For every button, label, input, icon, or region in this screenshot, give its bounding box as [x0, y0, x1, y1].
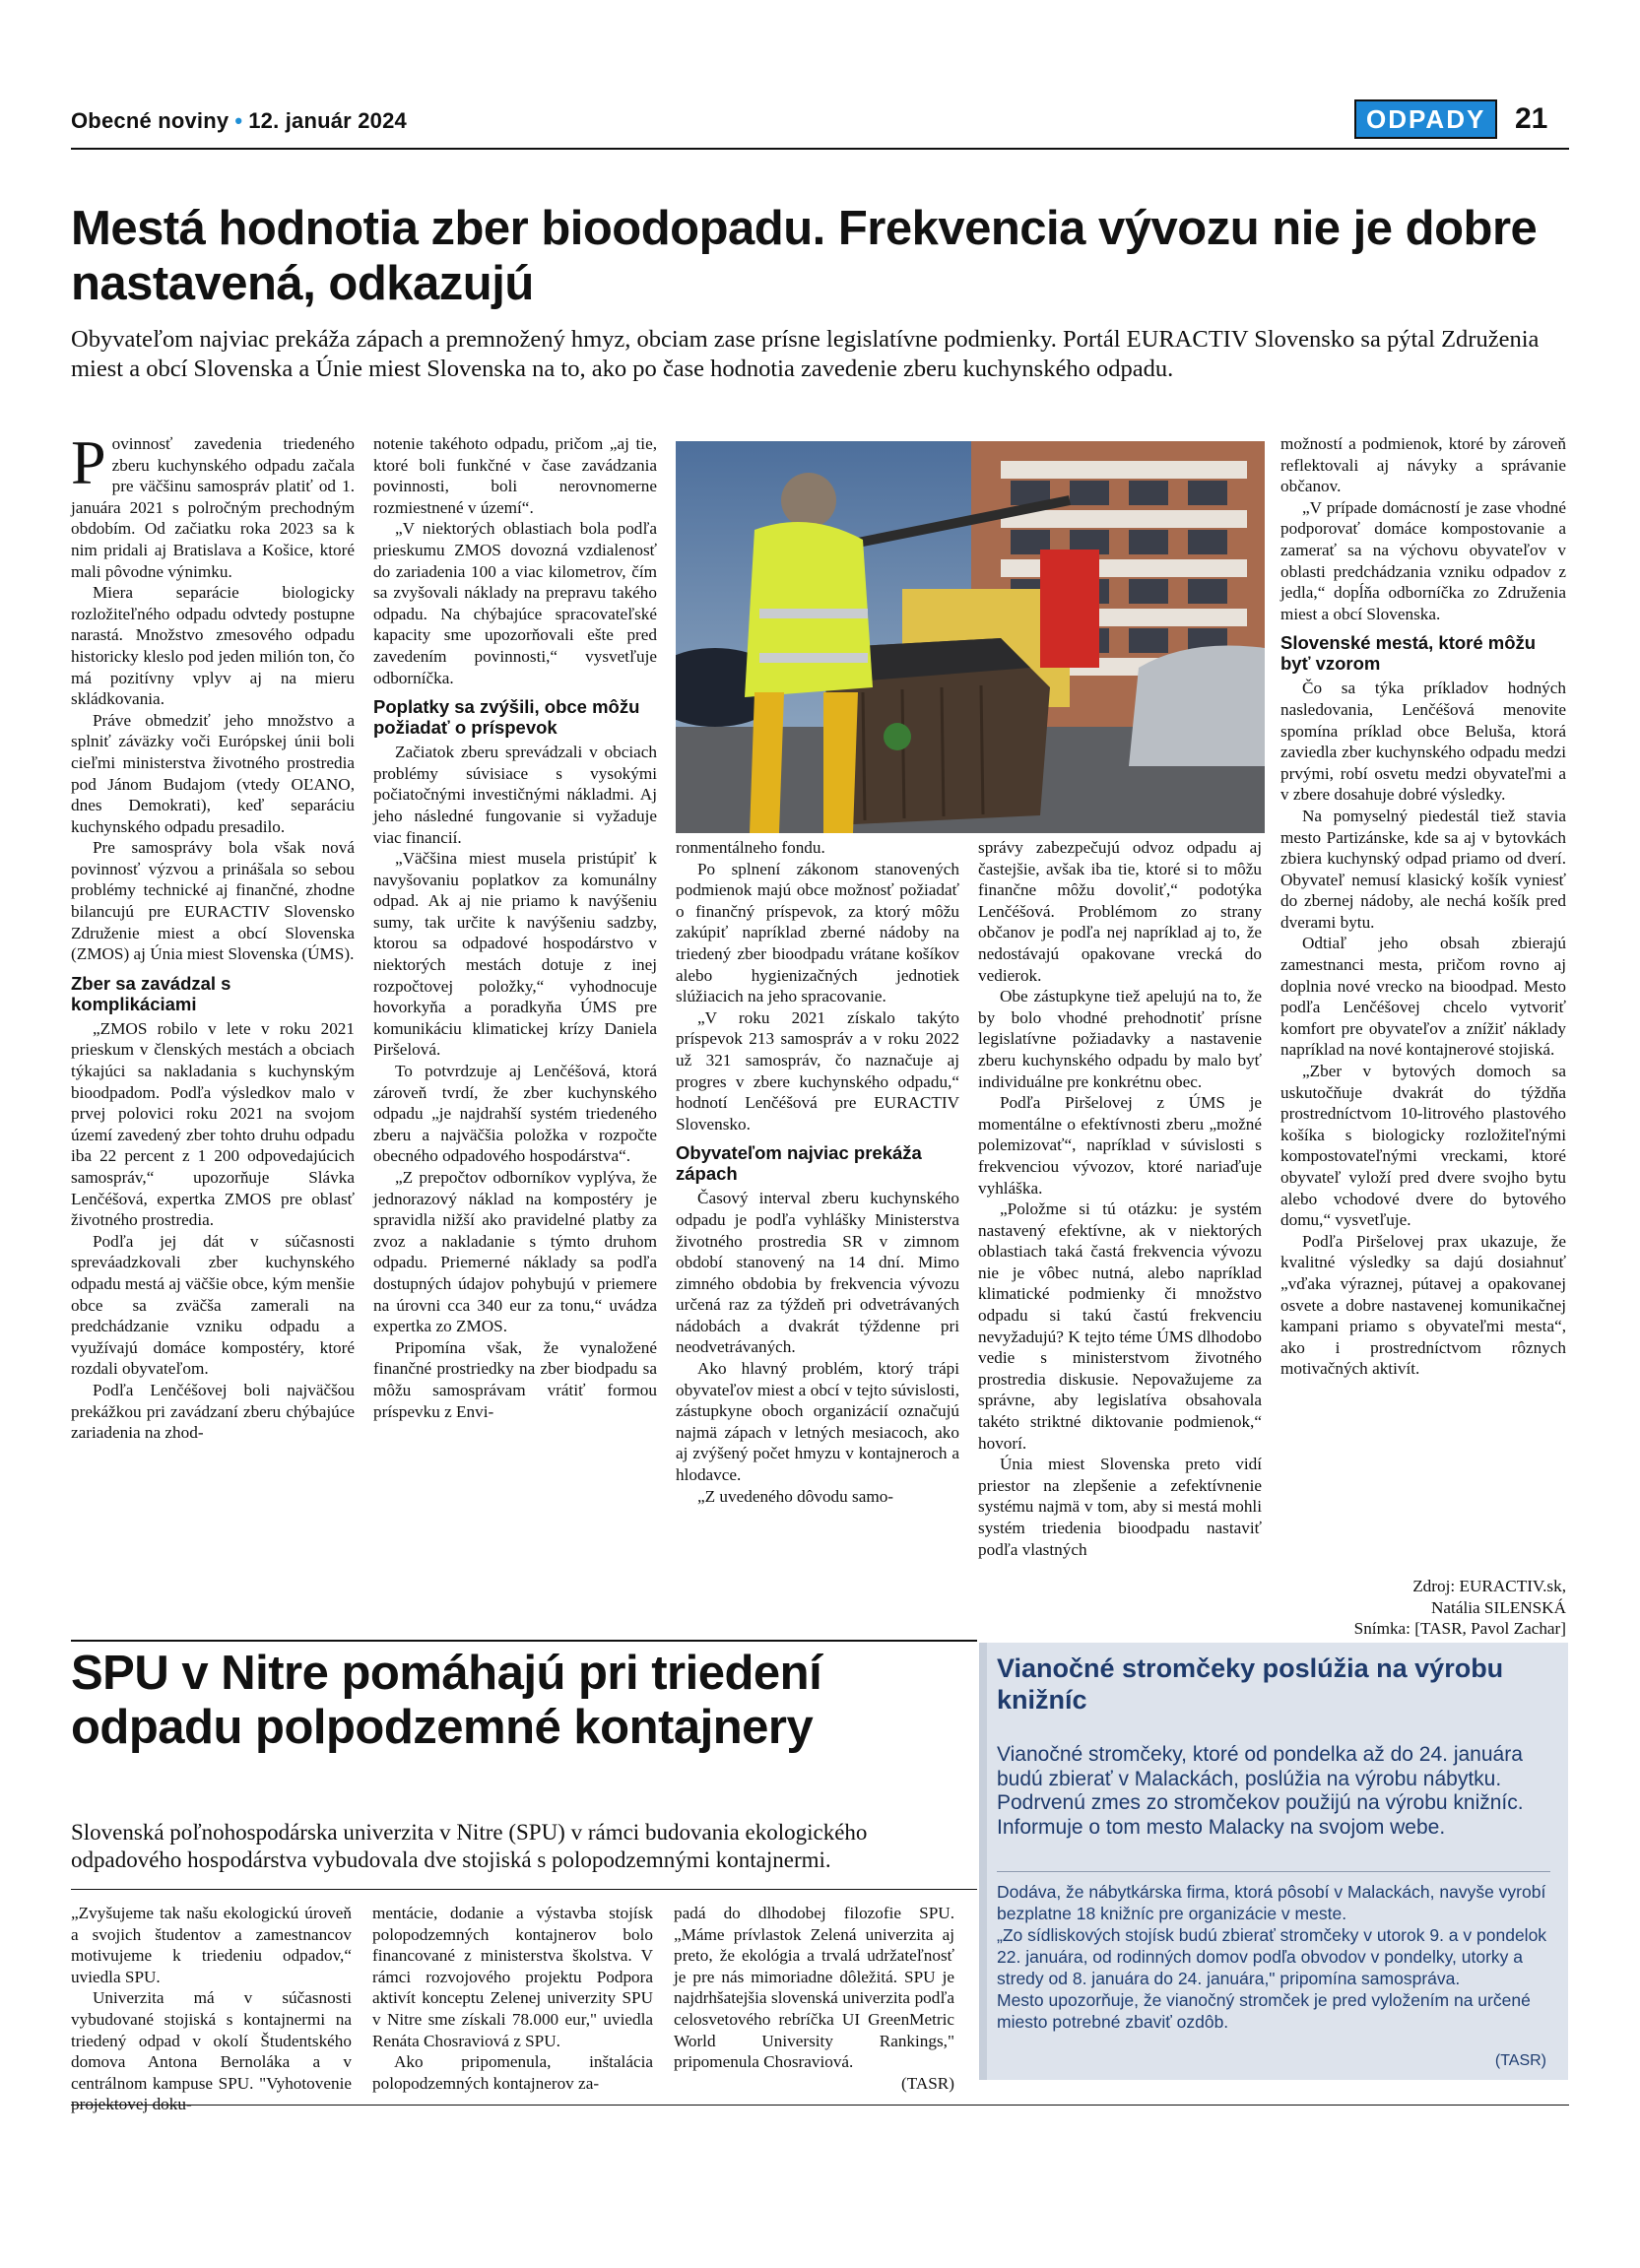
- article-column-1: [71, 427, 355, 1444]
- publication-name: Obecné noviny: [71, 108, 230, 133]
- paragraph: „Väčšina miest musela pristúpiť k navyšovaniu poplatkov za komunálny odpad. Ak aj nie priamo k navýšeniu sumy, tak určite k navýšeniu sadzby, ktorou sa odpadové hospodárstvo v niektorých mestách dotuje z inej rozpočtovej položky,“ vyhodnocuje hovorkyňa a poradkyňa ÚMS pre komunikáciu klimatickej krízy Daniela Piršelová.: [373, 849, 657, 1060]
- spu-source: (TASR): [900, 2073, 954, 2093]
- paragraph: Ako pripomenula, inštalácia polopodzemných kontajnerov za-: [372, 2052, 653, 2093]
- photo-illustration: [676, 441, 1265, 833]
- paragraph: „V prípade domácností je zase vhodné podporovať domáce kompostovanie a zamerať sa na výchovu obyvateľov v oblasti predchádzania vzniku odpadov z jedla,“ dopĺňa odborníčka zo Združenia miest a obcí Slovenska.: [1280, 497, 1566, 623]
- subheading: Slovenské mestá, ktoré môžu byť vzorom: [1280, 632, 1537, 675]
- paragraph: Podľa Lenčéšovej boli najväčšou prekážkou pri zavádzaní zberu chýbajúce zariadenia na zhod-: [71, 1380, 355, 1443]
- paragraph: „Položme si tú otázku: je systém nastavený efektívne, ak v niektorých oblastiach taká častá frekvencia vývozu nie je vôbec nutná, alebo napríklad klimatické podmienky či množstvo odpadu si takú častú frekvenciu nevyžadujú? K tejto téme ÚMS dlhodobo vedie s ministerstvom životného prostredia diskusie. Nepovažujeme za správne, aby legislatíva obsahovala takéto striktné diktovanie podmienok,“ hovorí.: [978, 1199, 1262, 1453]
- spu-headline: SPU v Nitre pomáhajú pri triedení odpadu polpodzemné kontajnery: [71, 1647, 822, 1754]
- credit-author: Natália SILENSKÁ: [1431, 1597, 1566, 1617]
- sidebar-source: (TASR): [1494, 2052, 1546, 2069]
- paragraph: Časový interval zberu kuchynského odpadu je podľa vyhlášky Ministerstva životného prostredia SR v zimnom období stanovený na 14 dní. Mimo zimného obdobia by frekvencia vývozu určená raz za týždeň pri odvetrávaných nádobách a dvakrát týždenne pri neodvetrávaných.: [676, 1189, 959, 1357]
- article-column-4: [978, 837, 1262, 1560]
- credit-photo: Snímka: [TASR, Pavol Zachar]: [1353, 1619, 1566, 1639]
- paragraph: „ZMOS robilo v lete v roku 2021 prieskum v členských mestách a obciach týkajúci sa nakladania s kuchynským bioodpadom. Podľa výsledkov malo v prvej polovici roku 2021 na svojom území zavedený zber tohto druhu odpadu iba 22 percent z 1 200 odpovedajúcich samospráv,“ upozorňuje Slávka Lenčéšová, expertka ZMOS pre oblasť životného prostredia.: [71, 1018, 355, 1230]
- paragraph: padá do dlhodobej filozofie SPU. „Máme prívlastok Zelená univerzita aj preto, že ekológia a trvalá udržateľnosť je pre nás mimoriadne dôležitá. SPU je najdrhšatejšia slovenská univerzita podľa celosvetového rebríčka UI GreenMetric World University Rankings," pripomenula Chosraviová.: [674, 1904, 954, 2072]
- paragraph: Povinnosť zavedenia triedeného zberu kuchynského odpadu začala pre väčšinu samospráv platiť od 1. januára 2021 s polročným prechodným obdobím. Od začiatku roka 2023 sa k nim pridali aj Bratislava a Košice, ktoré mali pôvodne výnimku.: [71, 427, 355, 581]
- subheading: Zber sa zavádzal s komplikáciami: [71, 972, 231, 1014]
- page-number: 21: [1515, 102, 1548, 135]
- article-headline: Mestá hodnotia zber bioodopadu. Frekvencia vývozu nie je dobre nastavená, odkazujú: [71, 202, 1538, 310]
- paragraph: Podľa Piršelovej z ÚMS je momentálne o efektívnosti zberu „možné polemizovať“, napríklad v súvislosti s frekvenciou vývozov, ktoré nariaďuje vyhláška.: [978, 1093, 1262, 1198]
- sidebar-divider: [997, 1871, 1550, 1872]
- footer-rule: [71, 2105, 1569, 2106]
- paragraph: Čo sa týka príkladov hodných nasledovania, Lenčéšová menovite spomína príklad obce Beluša, ktorá zaviedla zber kuchynského odpadu medzi prvými, robí osvetu medzi obyvateľmi a v zbere dosahuje dobré výsledky.: [1280, 679, 1566, 805]
- spu-column-3: [674, 1903, 954, 2094]
- article-lead: Obyvateľom najviac prekáža zápach a premnožený hmyz, obciam zase prísne legislatívne podmienky. Portál EURACTIV Slovensko sa pýtal Združenia miest a obcí Slovenska a Únie miest Slovenska na to, ako po čase hodnotia zavedenie zberu kuchynského odpadu.: [71, 326, 1540, 382]
- paragraph: Dodáva, že nábytkárska firma, ktorá pôsobí v Malackách, navyše vyrobí bezplatne 18 knižníc pre organizácie v meste.: [997, 1882, 1546, 1923]
- section-divider: [71, 1640, 977, 1642]
- subheading: Obyvateľom najviac prekáža zápach: [676, 1142, 922, 1185]
- separator-dot: •: [234, 108, 243, 133]
- subheading: Poplatky sa zvýšili, obce môžu požiadať o príspevok: [373, 696, 640, 739]
- paragraph: mentácie, dodanie a výstavba stojísk polopodzemných kontajnerov bolo financované z ministerstva školstva. V rámci rozvojového projektu Podpora aktivít konceptu Zelenej univerzity SPU v Nitre sme získali 78.000 eur," uviedla Renáta Chosraviová z SPU.: [372, 1904, 653, 2050]
- paragraph: „Zber v bytových domoch sa uskutočňuje dvakrát do týždňa prostredníctvom 10-litrového plastového košíka s biologicky rozložiteľnými kompostovateľnými vreckami, ktoré obyvateľ vyloží pred dvere svojho bytu alebo vchodové dvere do bytového domu,“ vysvetľuje.: [1280, 1062, 1566, 1230]
- paragraph: Podľa jej dát v súčasnosti spreváadzkovali zber kuchynského odpadu mestá aj väčšie obce, kým menšie obce sa zväčša zamerali na predchádzanie vzniku odpadu a využívajú domáce kompostéry, ktoré rozdali obyvateľom.: [71, 1231, 355, 1379]
- paragraph: „Zo sídliskových stojísk budú zbierať stromčeky v utorok 9. a v pondelok 22. januára, od rodinných domov podľa obvodov v pondelky, utorky a stredy od 8. januára do 24. januára," pripomína samospráva.: [997, 1925, 1547, 1988]
- spu-lead: Slovenská poľnohospodárska univerzita v Nitre (SPU) v rámci budovania ekologického odpadového hospodárstva vybudovala dve stojiská s polopodzemnými kontajnermi.: [71, 1820, 868, 1872]
- paragraph: Ako hlavný problém, ktorý trápi obyvateľov miest a obcí v tejto súvislosti, zástupkyne oboch organizácií označujú najmä zápach v letných mesiacoch, ako aj zvýšený počet hmyzu v kontajneroch a hlodavce.: [676, 1359, 959, 1485]
- sidebar-title: Vianočné stromčeky poslúžia na výrobu knižníc: [997, 1653, 1504, 1715]
- paragraph: Univerzita má v súčasnosti vybudované stojiská s kontajnermi na triedený odpad v okolí Študentského domova Antona Bernoláka a v centrálnom kampuse SPU. "Vyhotovenie projektovej doku-: [71, 1988, 352, 2114]
- article-column-3: [676, 837, 959, 1507]
- paragraph: „V roku 2021 získalo takýto príspevok 213 samospráv a v roku 2022 už 321 samospráv, čo naznačuje aj progres v zbere kuchynského odpadu,“ hodnotí Lenčéšová pre EURACTIV Slovensko.: [676, 1007, 959, 1134]
- paragraph: Pre samosprávy bola však nová povinnosť výzvou a prinášala so sebou problémy technické aj finančné, zhodne bilancujú pre EURACTIV Slovensko Združenie miest a obcí Slovenska (ZMOS) aj Únia miest Slovenska (ÚMS).: [71, 838, 355, 964]
- paragraph: Odtiaľ jeho obsah zbierajú zamestnanci mesta, pričom rovno aj doplnia nové vrecko na bioodpad. Mesto podľa Lenčéšovej chcelo vytvoriť komfort pre obyvateľov a znížiť náklady napríklad na nové kontajnerové stojiská.: [1280, 934, 1566, 1060]
- paragraph: Obe zástupkyne tiež apelujú na to, že by bolo vhodné prehodnotiť prísne legislatívne požiadavky a nastavenie zberu kuchynského odpadu by malo byť individuálne pre konkrétnu obec.: [978, 987, 1262, 1091]
- paragraph: notenie takéhoto odpadu, pričom „aj tie, ktoré boli funkčné v čase zavádzania povinnosti, boli nerovnomerne rozmiestnené v území“.: [373, 434, 657, 517]
- sidebar-body: [997, 1881, 1556, 2033]
- paragraph: Na pomyselný piedestál tiež stavia mesto Partizánske, kde sa aj v bytovkách zbiera kuchynský odpad priamo od dverí. Obyvateľ nemusí klasický košík vyniesť do zbernej nádoby, ale nechá košík pred dverami bytu.: [1280, 806, 1566, 932]
- spu-column-2: [372, 1903, 653, 2094]
- section-tag: ODPADY: [1354, 99, 1497, 139]
- sidebar-lead: Vianočné stromčeky, ktoré od pondelka až do 24. januára budú zbierať v Malackách, poslúžia na výrobu nábytku. Podrvenú zmes zo stromčekov použijú na výrobu knižníc. Informuje o tom mesto Malacky na svojom webe.: [997, 1743, 1524, 1839]
- paragraph: ronmentálneho fondu.: [676, 838, 825, 857]
- paragraph: „Z prepočtov odborníkov vyplýva, že jednorazový náklad na kompostéry je spravidla nižší ako pravidelné platby za zvoz a nakladanie s týmto druhom odpadu. Priemerné náklady sa podľa dostupných údajov pohybujú v priemere na úrovni cca 340 eur za tonu,“ uvádza expertka zo ZMOS.: [373, 1168, 657, 1336]
- paragraph: Miera separácie biologicky rozložiteľného odpadu odvtedy postupne narastá. Množstvo zmesového odpadu historicky kleslo pod jeden milión ton, čo má pozitívny vplyv aj na mieru skládkovania.: [71, 583, 355, 709]
- article-column-2: [373, 433, 657, 1422]
- paragraph: „Z uvedeného dôvodu samo-: [697, 1486, 894, 1506]
- paragraph: To potvrdzuje aj Lenčéšová, ktorá zároveň tvrdí, že zber kuchynského odpadu „je najdrahší systém triedeného zberu a najväčšia položka v rozpočte obecného odpadového hospodárstva“.: [373, 1062, 657, 1166]
- credit-source: Zdroj: EURACTIV.sk,: [1412, 1577, 1566, 1595]
- article-photo: [676, 441, 1265, 833]
- paragraph: Mesto upozorňuje, že vianočný stromček je pred vyložením na určené miesto potrebné zbaviť ozdôb.: [997, 1990, 1531, 2032]
- paragraph: možností a podmienok, ktoré by zároveň reflektovali aj návyky a správanie občanov.: [1280, 434, 1566, 496]
- spu-column-1: [71, 1903, 352, 2115]
- paragraph: správy zabezpečujú odvoz odpadu aj častejšie, avšak iba tie, ktoré si to môžu finančne môžu dovoliť,“ podotýka Lenčéšová. Problémom zo strany občanov je podľa nej napríklad aj to, že nedostávajú opakovane vrecká do vedierok.: [978, 838, 1262, 985]
- paragraph: Únia miest Slovenska preto vidí priestor na zlepšenie a zefektívnenie systému najmä v tom, aby si mestá mohli systém triedenia bioodpadu nastaviť podľa vlastných: [978, 1455, 1262, 1559]
- article-credits: [1280, 1576, 1566, 1640]
- paragraph: Podľa Piršelovej prax ukazuje, že kvalitné výsledky sa dajú dosiahnuť „vďaka výraznej, pútavej a opakovanej osvete a dobre nastavenej komunikačnej kampani priamo s obyvateľmi mesta“, ako i prostredníctvom rôznych motivačných aktivít.: [1280, 1231, 1566, 1379]
- drop-cap: P: [71, 427, 106, 497]
- paragraph: „V niektorých oblastiach bola podľa prieskumu ZMOS dovozná vzdialenosť do zariadenia 100 a viac kilometrov, čím sa zvyšovali náklady na prepravu takého odpadu. Na chýbajúce spracovateľské kapacity sme upozorňovali ešte pred zavedením povinnosti,“ vysvetľuje odborníčka.: [373, 519, 657, 687]
- paragraph: „Zvyšujeme tak našu ekologickú úroveň a svojich študentov a zamestnancov motivujeme k triedeniu odpadov,“ uviedla SPU.: [71, 1904, 352, 1986]
- paragraph: Práve obmedziť jeho množstvo a splniť záväzky voči Európskej únii boli cieľmi ministerstva životného prostredia pod Jánom Budajom (vtedy OĽANO, dnes Demokrati), keď separáciu kuchynského odpadu presadilo.: [71, 710, 355, 836]
- masthead: [71, 108, 407, 134]
- article-column-5: [1280, 433, 1566, 1380]
- paragraph: Začiatok zberu sprevádzali v obciach problémy súvisiace s vysokými počiatočnými investičnými nákladmi. Aj jeho následné fungovanie si vyžaduje viac financií.: [373, 743, 657, 847]
- paragraph: Po splnení zákonom stanovených podmienok majú obce možnosť požiadať o finančný príspevok, za ktorý môžu zakúpiť napríklad zberné nádoby na triedený zber bioodpadu vrátane košíkov alebo hygienizačných jednotiek slúžiacich na jeho spracovanie.: [676, 859, 959, 1006]
- spu-lead-rule: [71, 1889, 977, 1890]
- paragraph: Pripomína však, že vynaložené finančné prostriedky na zber biodpadu sa môžu samosprávam vrátiť formou príspevku z Envi-: [373, 1337, 657, 1421]
- header-rule: [71, 148, 1569, 150]
- issue-date: 12. január 2024: [248, 108, 407, 133]
